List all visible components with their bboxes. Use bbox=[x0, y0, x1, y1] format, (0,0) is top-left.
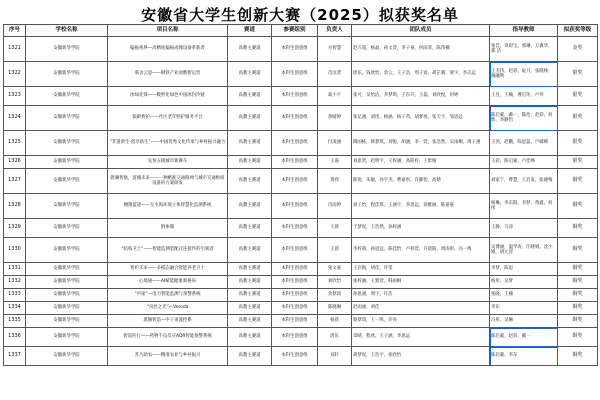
cell-group: 本科生创意组 bbox=[272, 289, 318, 302]
cell-project: 智护未来——多模态融合智能养老卫士 bbox=[108, 263, 228, 276]
cell-leader: 王嘉 bbox=[318, 156, 352, 169]
cell-award: 铜奖 bbox=[558, 328, 598, 347]
cell-seq: 1328 bbox=[4, 194, 26, 219]
cell-seq: 1323 bbox=[4, 87, 26, 106]
cell-advisors: 李东 bbox=[490, 302, 558, 315]
cell-advisors: 冯彤，吴琳 bbox=[490, 315, 558, 328]
cell-project: 偏振视界—高精度偏振成像设备革新者 bbox=[108, 37, 228, 62]
cell-leader: 王晨 bbox=[318, 219, 352, 238]
cell-school: 安徽新华学院 bbox=[26, 131, 108, 156]
cell-track: 高教主赛道 bbox=[228, 87, 272, 106]
cell-members: 唐乐，钱欣怡，余云，王子浩，周子宸，胡芷晴，梁宇，李志远 bbox=[352, 62, 490, 87]
cell-track: 高教主赛道 bbox=[228, 263, 272, 276]
table-row bbox=[4, 302, 598, 315]
cell-track: 高教主赛道 bbox=[228, 276, 272, 289]
cell-leader: 肖汶萱 bbox=[318, 62, 352, 87]
cell-advisors: 张晓，王楠 bbox=[490, 289, 558, 302]
cell-advisors: 吴博涵，温学涛，汪晓娟，沈小嫚，胡元淳 bbox=[490, 238, 558, 263]
cell-school: 安徽新华学院 bbox=[26, 219, 108, 238]
table-row bbox=[4, 315, 598, 328]
cell-group: 本科生创意组 bbox=[272, 315, 318, 328]
table-row bbox=[4, 328, 598, 347]
cell-seq: 1331 bbox=[4, 263, 26, 276]
cell-project: 银龄智护——社区老年照护服务平台 bbox=[108, 106, 228, 131]
cell-seq: 1333 bbox=[4, 289, 26, 302]
cell-award: 铜奖 bbox=[558, 194, 598, 219]
cell-school: 安徽新华学院 bbox=[26, 87, 108, 106]
table-row bbox=[4, 131, 598, 156]
cell-award: 铜奖 bbox=[558, 302, 598, 315]
cell-seq: 1324 bbox=[4, 106, 26, 131]
cell-school: 安徽新华学院 bbox=[26, 106, 108, 131]
cell-track: 高教主赛道 bbox=[228, 169, 272, 194]
cell-leader: 付凌涵 bbox=[318, 131, 352, 156]
cell-seq: 1330 bbox=[4, 238, 26, 263]
cell-project: 链体微 bbox=[108, 219, 228, 238]
cell-award: 铜奖 bbox=[558, 238, 598, 263]
cell-group: 本科生创意组 bbox=[272, 169, 318, 194]
cell-project: 蔚澜智航，涟城未来——一种精准交通路网与城市交通枢纽设备的方案研发 bbox=[108, 169, 228, 194]
col-header-members: 团队成员 bbox=[352, 25, 490, 37]
cell-leader: 王晨 bbox=[318, 238, 352, 263]
cell-project: 苏乃助农——精准农业与乡村振兴 bbox=[108, 347, 228, 366]
table-row bbox=[4, 62, 598, 87]
cell-members: 陈悦，朱敏，孙宇杰，曹嘉彤，许静怡，高婧 bbox=[352, 169, 490, 194]
cell-award: 铜奖 bbox=[558, 219, 598, 238]
cell-advisors: 王茜，赵鹏，陈思蕊，卢啸峰 bbox=[490, 131, 558, 156]
cell-leader: 张文豪 bbox=[318, 263, 352, 276]
cell-project: “帛丝之光”—Veroda bbox=[108, 302, 228, 315]
cell-award: 铜奖 bbox=[558, 315, 598, 328]
cell-track: 高教主赛道 bbox=[228, 347, 272, 366]
cell-track: 高教主赛道 bbox=[228, 106, 272, 131]
cell-track: 高教主赛道 bbox=[228, 219, 272, 238]
cell-leader: 葛小宇 bbox=[318, 87, 352, 106]
cell-track: 高教主赛道 bbox=[228, 328, 272, 347]
cell-members: 赵雨涵，刘佳 bbox=[352, 302, 490, 315]
cell-advisors: 王彩，陈启蒙，卢佳峰 bbox=[490, 156, 558, 169]
col-header-project: 项目名称 bbox=[108, 25, 228, 37]
cell-project: “声途”—电力智能监测与预警系统 bbox=[108, 289, 228, 302]
cell-members: 赵万超，杨晶，孙文萱，李子豪，何雨菲，陈伟楠 bbox=[352, 37, 490, 62]
cell-project: 智巡医行——药物不良反应ADR智能预警系统 bbox=[108, 328, 228, 347]
cell-advisors: 张佳，章彩宝，郭琳，万冀华，郑 洁 bbox=[490, 37, 558, 62]
cell-advisors: 杨琳，李东阳，李梦，黄鑫，何彤 bbox=[490, 194, 558, 219]
cell-seq: 1327 bbox=[4, 169, 26, 194]
cell-award: 铜奖 bbox=[558, 169, 598, 194]
cell-members: 张可，吴怡洁，李梦琪，王东升，王磊，刘欣悦，何婷 bbox=[352, 87, 490, 106]
cell-school: 安徽新华学院 bbox=[26, 328, 108, 347]
cell-track: 高教主赛道 bbox=[228, 131, 272, 156]
cell-group: 本科生创意组 bbox=[272, 156, 318, 169]
cell-project: “非遗新生·创享新生”——中国优秀文化传承与乡村振兴融合 bbox=[108, 131, 228, 156]
cell-school: 安徽新华学院 bbox=[26, 156, 108, 169]
cell-group: 本科生创意组 bbox=[272, 87, 318, 106]
cell-school: 安徽新华学院 bbox=[26, 347, 108, 366]
cell-advisors: 杨彤，吴梦 bbox=[490, 276, 558, 289]
cell-group: 本科生创意组 bbox=[272, 328, 318, 347]
col-header-group: 参赛组别 bbox=[272, 25, 318, 37]
col-header-school: 学校名称 bbox=[26, 25, 108, 37]
cell-group: 本科生创意组 bbox=[272, 131, 318, 156]
cell-track: 高教主赛道 bbox=[228, 315, 272, 328]
cell-seq: 1335 bbox=[4, 315, 26, 328]
cell-award: 银奖 bbox=[558, 131, 598, 156]
cell-advisors: 陈启蒙，戴一，陈治，赵彩，何辉，李静怡 bbox=[490, 106, 558, 131]
cell-seq: 1336 bbox=[4, 328, 26, 347]
cell-project: 翱翔蓝途——无水海环境立体智慧化监测系统 bbox=[108, 194, 228, 219]
col-header-award: 拟获奖等级 bbox=[558, 25, 598, 37]
cell-school: 安徽新华学院 bbox=[26, 238, 108, 263]
cell-members: 王启航，胡佳，许雯 bbox=[352, 263, 490, 276]
cell-leader: 刘欣怡 bbox=[318, 276, 352, 289]
cell-members: 蔡梦琪，王一鸣，许亮 bbox=[352, 315, 490, 328]
cell-school: 安徽新华学院 bbox=[26, 302, 108, 315]
cell-group: 本科生创意组 bbox=[272, 263, 318, 276]
cell-group: 本科生创意组 bbox=[272, 276, 318, 289]
col-header-advisors: 指导教师 bbox=[490, 25, 558, 37]
cell-award: 铜奖 bbox=[558, 276, 598, 289]
cell-members: 胡梦瑶，王浩宇，徐欣怡 bbox=[352, 347, 490, 366]
cell-track: 高教主赛道 bbox=[228, 289, 272, 302]
cell-project: 先预五模城市新赛车 bbox=[108, 156, 228, 169]
cell-school: 安徽新华学院 bbox=[26, 169, 108, 194]
cell-members: 陶国栋，韩梦琪，刘悦，胡涵，李一萱，张浩然，吴雨桐，周子涵 bbox=[352, 131, 490, 156]
cell-members: 章晴，程欣，王子涵，李思远 bbox=[352, 328, 490, 347]
cell-track: 高教主赛道 bbox=[228, 194, 272, 219]
table-row bbox=[4, 219, 598, 238]
cell-group: 本科生创意组 bbox=[272, 238, 318, 263]
cell-track: 高教主赛道 bbox=[228, 37, 272, 62]
cell-members: 刘思贤，赵明宇，王梓涵，高皓梓，王紫晴 bbox=[352, 156, 490, 169]
cell-advisors: 王杰伟，赵彩，阮月，张晓林，薄融荆 bbox=[490, 62, 558, 87]
table-row bbox=[4, 289, 598, 302]
cell-track: 高教主赛道 bbox=[228, 62, 272, 87]
document-title: 安徽省大学生创新大赛（2025）拟获奖名单 bbox=[141, 6, 459, 24]
cell-school: 安徽新华学院 bbox=[26, 315, 108, 328]
cell-advisors: 王昱，王楠，曹启冬，卢琴 bbox=[490, 87, 558, 106]
cell-award: 银奖 bbox=[558, 156, 598, 169]
cell-track: 高教主赛道 bbox=[228, 156, 272, 169]
col-header-leader: 负责人 bbox=[318, 25, 352, 37]
cell-award: 铜奖 bbox=[558, 347, 598, 366]
table-row bbox=[4, 37, 598, 62]
table-row bbox=[4, 276, 598, 289]
cell-project: 慕舍云思——钢铁产业园数智运营 bbox=[108, 62, 228, 87]
cell-seq: 1325 bbox=[4, 131, 26, 156]
cell-leader: 陈晓琳 bbox=[318, 302, 352, 315]
cell-award: 银奖 bbox=[558, 87, 598, 106]
cell-group: 本科生创意组 bbox=[272, 302, 318, 315]
cell-group: 本科生创意组 bbox=[272, 106, 318, 131]
cell-group: 本科生创意组 bbox=[272, 194, 318, 219]
cell-seq: 1337 bbox=[4, 347, 26, 366]
col-header-seq: 序号 bbox=[4, 25, 26, 37]
cell-leader: 余梦琦 bbox=[318, 289, 352, 302]
cell-seq: 1334 bbox=[4, 302, 26, 315]
cell-school: 安徽新华学院 bbox=[26, 263, 108, 276]
cell-award: 银奖 bbox=[558, 62, 598, 87]
cell-members: 刘子怡，程佳琪，王涵宇，李思远，徐雅丽，陈嘉豪 bbox=[352, 194, 490, 219]
cell-leader: 肖雨婷 bbox=[318, 194, 352, 219]
cell-leader: 余晴婷 bbox=[318, 106, 352, 131]
cell-track: 高教主赛道 bbox=[228, 302, 272, 315]
cell-seq: 1321 bbox=[4, 37, 26, 62]
cell-school: 安徽新华学院 bbox=[26, 37, 108, 62]
table-body bbox=[4, 37, 598, 366]
cell-school: 安徽新华学院 bbox=[26, 194, 108, 219]
cell-seq: 1332 bbox=[4, 276, 26, 289]
award-table bbox=[3, 24, 598, 366]
cell-advisors: 王静，马涛 bbox=[490, 219, 558, 238]
table-row bbox=[4, 263, 598, 276]
table-row bbox=[4, 347, 598, 366]
cell-seq: 1326 bbox=[4, 156, 26, 169]
cell-project: 派阁智造—中子束流控系 bbox=[108, 315, 228, 328]
cell-project: “结构卫士”——智能监测装配式连接件的引领者 bbox=[108, 238, 228, 263]
cell-members: 李梓萌，孙思远，陈佳怡，卢梓萱，许晨阳，周雨彤，冯一鸣 bbox=[352, 238, 490, 263]
cell-school: 安徽新华学院 bbox=[26, 62, 108, 87]
cell-advisors: 刘家宁，曹慧，王启发，张晓梅 bbox=[490, 169, 558, 194]
cell-members: 于梦瑶，王浩然，孙梓涵 bbox=[352, 219, 490, 238]
cell-members: 张梓涵，王紫萱，韩雨桐 bbox=[352, 276, 490, 289]
col-header-track: 赛道 bbox=[228, 25, 272, 37]
cell-advisors: 李梦，陈思 bbox=[490, 263, 558, 276]
table-row bbox=[4, 194, 598, 219]
cell-project: 冰绿先锋——数智化绿色中国冰封冷链 bbox=[108, 87, 228, 106]
cell-members: 张亿涵，刘彤，杨涵，杨子芮，胡梦瑶，张天宇，邹思远 bbox=[352, 106, 490, 131]
cell-group: 本科生创意组 bbox=[272, 37, 318, 62]
cell-seq: 1322 bbox=[4, 62, 26, 87]
cell-award: 铜奖 bbox=[558, 263, 598, 276]
table-row bbox=[4, 169, 598, 194]
table-row bbox=[4, 156, 598, 169]
cell-advisors: 陈启蒙，赵彩，戴一 bbox=[490, 328, 558, 347]
cell-group: 本科生创意组 bbox=[272, 62, 318, 87]
cell-project: 心境通——AI赋能健康新格局 bbox=[108, 276, 228, 289]
table-row bbox=[4, 238, 598, 263]
cell-award: 银奖 bbox=[558, 106, 598, 131]
cell-award: 金奖 bbox=[558, 37, 598, 62]
cell-leader: 杨晨 bbox=[318, 315, 352, 328]
cell-advisors: 陈启蒙，李东 bbox=[490, 347, 558, 366]
cell-leader: 黄欣 bbox=[318, 169, 352, 194]
table-row bbox=[4, 106, 598, 131]
cell-leader: 方智慧 bbox=[318, 37, 352, 62]
cell-track: 高教主赛道 bbox=[228, 238, 272, 263]
cell-members: 孙思涵，周宇，许浩 bbox=[352, 289, 490, 302]
cell-school: 安徽新华学院 bbox=[26, 276, 108, 289]
cell-school: 安徽新华学院 bbox=[26, 289, 108, 302]
cell-leader: 唐乐 bbox=[318, 328, 352, 347]
cell-award: 铜奖 bbox=[558, 289, 598, 302]
cell-group: 本科生创意组 bbox=[272, 347, 318, 366]
table-row bbox=[4, 87, 598, 106]
cell-seq: 1329 bbox=[4, 219, 26, 238]
table-header-row bbox=[4, 25, 598, 37]
cell-leader: 刘轩 bbox=[318, 347, 352, 366]
cell-group: 本科生创意组 bbox=[272, 219, 318, 238]
